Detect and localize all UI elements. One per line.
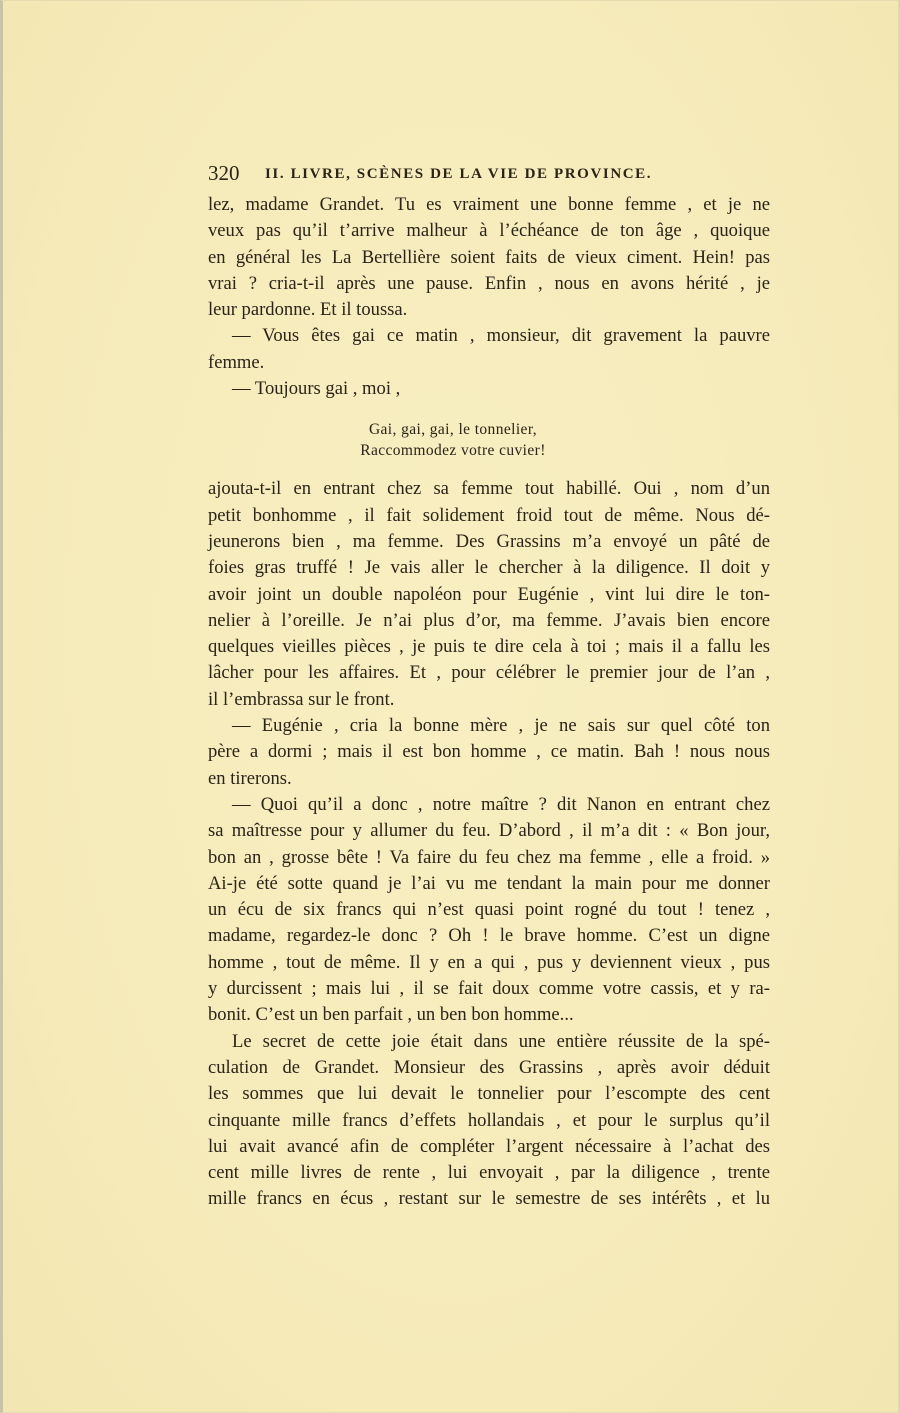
- text-line: — Eugénie , cria la bonne mère , je ne sais sur quel côté ton: [232, 715, 770, 737]
- text-line: — Quoi qu’il a donc , notre maître ? dit Nanon en entrant chez: [232, 793, 770, 815]
- text-before-verse: [208, 192, 770, 402]
- text-line: culation de Grandet. Monsieur des Grassins , après avoir déduit: [208, 1056, 770, 1078]
- text-after-verse: [208, 476, 770, 1212]
- text-line: — Toujours gai , moi ,: [232, 378, 401, 400]
- text-line: père a dormi ; mais il est bon homme , ce matin. Bah ! nous nous: [208, 741, 770, 763]
- text-line: en tirerons.: [208, 767, 292, 789]
- body-text: [208, 192, 770, 1213]
- text-line: cinquante mille francs d’effets hollandais , et pour le surplus qu’il: [208, 1109, 770, 1131]
- text-line: bonit. C’est un ben parfait , un ben bon homme...: [208, 1004, 574, 1026]
- text-line: ajouta-t-il en entrant chez sa femme tout habillé. Oui , nom d’un: [208, 478, 770, 500]
- text-line: femme.: [208, 351, 265, 373]
- text-line: lui avait avancé afin de compléter l’argent nécessaire à l’achat des: [208, 1135, 770, 1157]
- text-line: madame, regardez-le donc ? Oh ! le brave homme. C’est un digne: [208, 925, 770, 947]
- text-line: bon an , grosse bête ! Va faire du feu chez ma femme , elle a froid. »: [208, 846, 770, 868]
- verse-quotation: [208, 419, 698, 461]
- text-line: foies gras truffé ! Je vais aller le chercher à la diligence. Il doit y: [208, 557, 770, 579]
- text-line: Le secret de cette joie était dans une entière réussite de la spé-: [232, 1030, 770, 1052]
- text-line: sa maîtresse pour y allumer du feu. D’abord , il m’a dit : « Bon jour,: [208, 820, 770, 842]
- page-header: [208, 159, 770, 187]
- text-line: petit bonhomme , il fait solidement froid tout de même. Nous dé-: [208, 504, 770, 526]
- verse-line: Raccommodez votre cuvier!: [360, 442, 546, 460]
- text-line: veux pas qu’il t’arrive malheur à l’échéance de ton âge , quoique: [208, 220, 770, 242]
- text-line: quelques vieilles pièces , je puis te dire cela à toi ; mais il a fallu les: [208, 636, 770, 658]
- text-line: cent mille livres de rente , lui envoyait , par la diligence , trente: [208, 1162, 770, 1184]
- text-line: — Vous êtes gai ce matin , monsieur, dit gravement la pauvre: [232, 325, 770, 347]
- text-line: homme , tout de même. Il y en a qui , pus y deviennent vieux , pus: [208, 951, 770, 973]
- text-line: mille francs en écus , restant sur le semestre de ses intérêts , et lu: [208, 1188, 770, 1210]
- verse-line: Gai, gai, gai, le tonnelier,: [368, 421, 538, 439]
- text-line: en général les La Bertellière soient faits de vieux ciment. Hein! pas: [208, 246, 770, 268]
- text-line: il l’embrassa sur le front.: [208, 688, 395, 710]
- running-title: II. LIVRE, SCÈNES DE LA VIE DE PROVINCE.: [265, 166, 653, 182]
- text-line: lâcher pour les affaires. Et , pour célébrer le premier jour de l’an ,: [208, 662, 770, 684]
- page-number: 320: [208, 161, 240, 185]
- text-line: lez, madame Grandet. Tu es vraiment une bonne femme , et je ne: [208, 194, 770, 215]
- text-line: y durcissent ; mais lui , il se fait doux comme votre cassis, et y ra-: [208, 978, 770, 1000]
- text-line: avoir joint un double napoléon pour Eugénie , vint lui dire le ton-: [208, 583, 770, 605]
- text-line: Ai-je été sotte quand je l’ai vu me tendant la main pour me donner: [208, 872, 770, 894]
- text-line: vrai ? cria-t-il après une pause. Enfin , nous en avons hérité , je: [208, 272, 770, 294]
- text-line: un écu de six francs qui n’est quasi point rogné du tout ! tenez ,: [208, 899, 770, 921]
- text-line: leur pardonne. Et il toussa.: [208, 299, 408, 321]
- text-line: jeunerons bien , ma femme. Des Grassins m’a envoyé un pâté de: [208, 530, 770, 552]
- text-line: les sommes que lui devait le tonnelier pour l’escompte des cent: [208, 1083, 770, 1105]
- text-line: nelier à l’oreille. Je n’ai plus d’or, ma femme. J’avais bien encore: [208, 609, 770, 631]
